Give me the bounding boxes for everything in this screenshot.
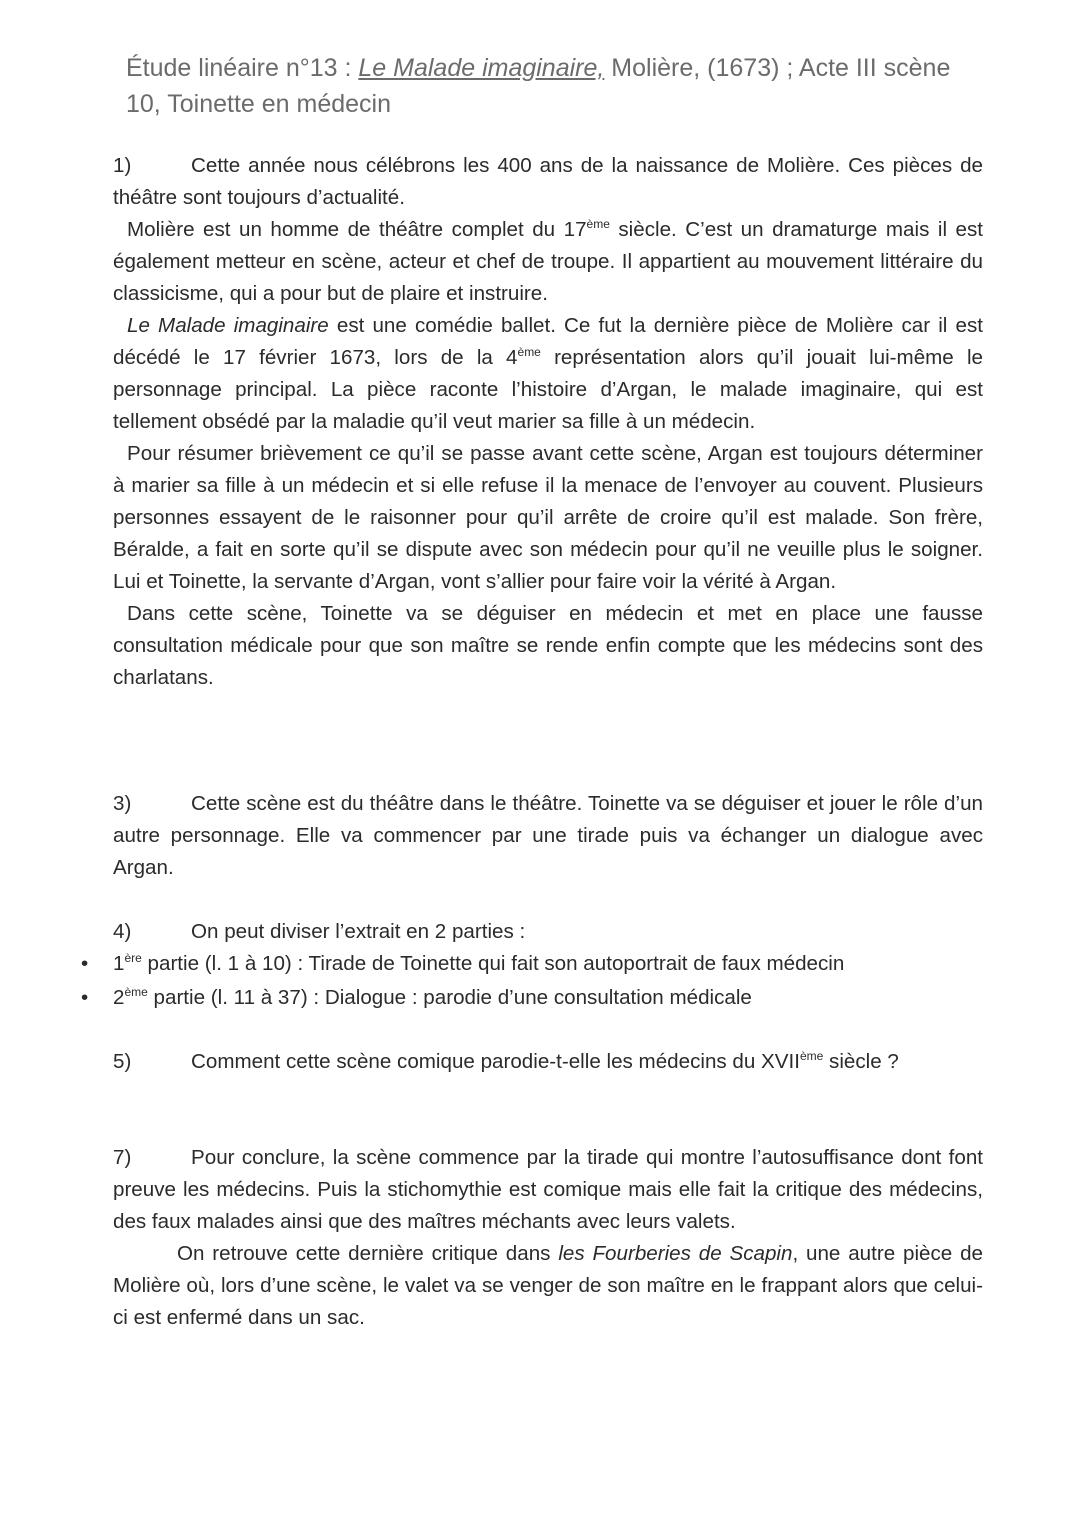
section-1-para-5: Dans cette scène, Toinette va se déguiser en médecin et met en place une fausse consultation médicale pour que son maître se rende enfin compte que les médecins sont des charlatans. [113,602,983,689]
section-1-para-4: Pour résumer brièvement ce qu’il se passe avant cette scène, Argan est toujours déterminer à marier sa fille à un médecin et si elle refuse il la menace de l’envoyer au couvent. Plusieurs personnes essayent de le raisonner pour qu’il arrête de croire qu’il est malade. Son frère, Béralde, a fait en sorte qu’il se dispute avec son médecin pour qu’il ne veuille plus le soigner. Lui et Toinette, la servante d’Argan, vont s’allier pour faire voir la vérité à Argan. [113,442,983,593]
section-1-para-2: Molière est un homme de théâtre complet du 17ème siècle. C’est un dramaturge mais il est également metteur en scène, acteur et chef de troupe. Il appartient au mouvement littéraire du classicisme, qui a pour but de plaire et instruire. [113,217,983,305]
section-3-para: 3) Cette scène est du théâtre dans le théâtre. Toinette va se déguiser et jouer le rôle d’un autre personnage. Elle va commencer par une tirade puis va échanger un dialogue avec Argan. [113,788,983,884]
section-number: 5) [113,1050,132,1073]
page-title [126,50,986,122]
title-prefix: Étude linéaire n°13 : [126,54,359,82]
section-4 [81,916,983,1014]
title-suffix: Molière, (1673) ; Acte III scène 10, Toinette en médecin [126,54,951,118]
section-number: 7) [113,1146,132,1169]
section-number: 1) [113,154,132,177]
section-7-para-1: 7) Pour conclure, la scène commence par la tirade qui montre l’autosuffisance dont font preuve les médecins. Puis la stichomythie est comique mais elle fait la critique des médecins, des faux malades ainsi que des maîtres méchants avec leurs valets. [113,1142,983,1238]
section-1-para-3: Le Malade imaginaire est une comédie ballet. Ce fut la dernière pièce de Molière car il est décédé le 17 février 1673, lors de la 4ème représentation alors qu’il jouait lui-même le personnage principal. La pièce raconte l’histoire d’Argan, le malade imaginaire, qui est tellement obsédé par la maladie qu’il veut marier sa fille à un médecin. [113,314,983,433]
section-1 [113,150,983,694]
section-3 [113,788,983,884]
parts-list [81,948,983,1014]
list-item: • 1ère partie (l. 1 à 10) : Tirade de Toinette qui fait son autoportrait de faux médecin [113,948,983,980]
bullet-icon: • [81,986,89,1009]
section-1-para-1: 1) Cette année nous célébrons les 400 ans de la naissance de Molière. Ces pièces de théâtre sont toujours d’actualité. [113,150,983,214]
section-5-question: 5) Comment cette scène comique parodie-t-elle les médecins du XVIIème siècle ? [113,1046,983,1078]
bullet-icon: • [81,952,89,975]
section-7 [113,1142,983,1334]
title-work: Le Malade imaginaire, [358,54,605,82]
section-number: 4) [113,920,132,943]
section-4-intro: 4) On peut diviser l’extrait en 2 parties : [113,916,983,948]
list-item: • 2ème partie (l. 11 à 37) : Dialogue : parodie d’une consultation médicale [113,982,983,1014]
section-7-para-2: On retrouve cette dernière critique dans les Fourberies de Scapin, une autre pièce de Molière où, lors d’une scène, le valet va se venger de son maître en le frappant alors que celui-ci est enfermé dans un sac. [113,1242,983,1329]
section-number: 3) [113,792,132,815]
section-5 [113,1046,983,1078]
